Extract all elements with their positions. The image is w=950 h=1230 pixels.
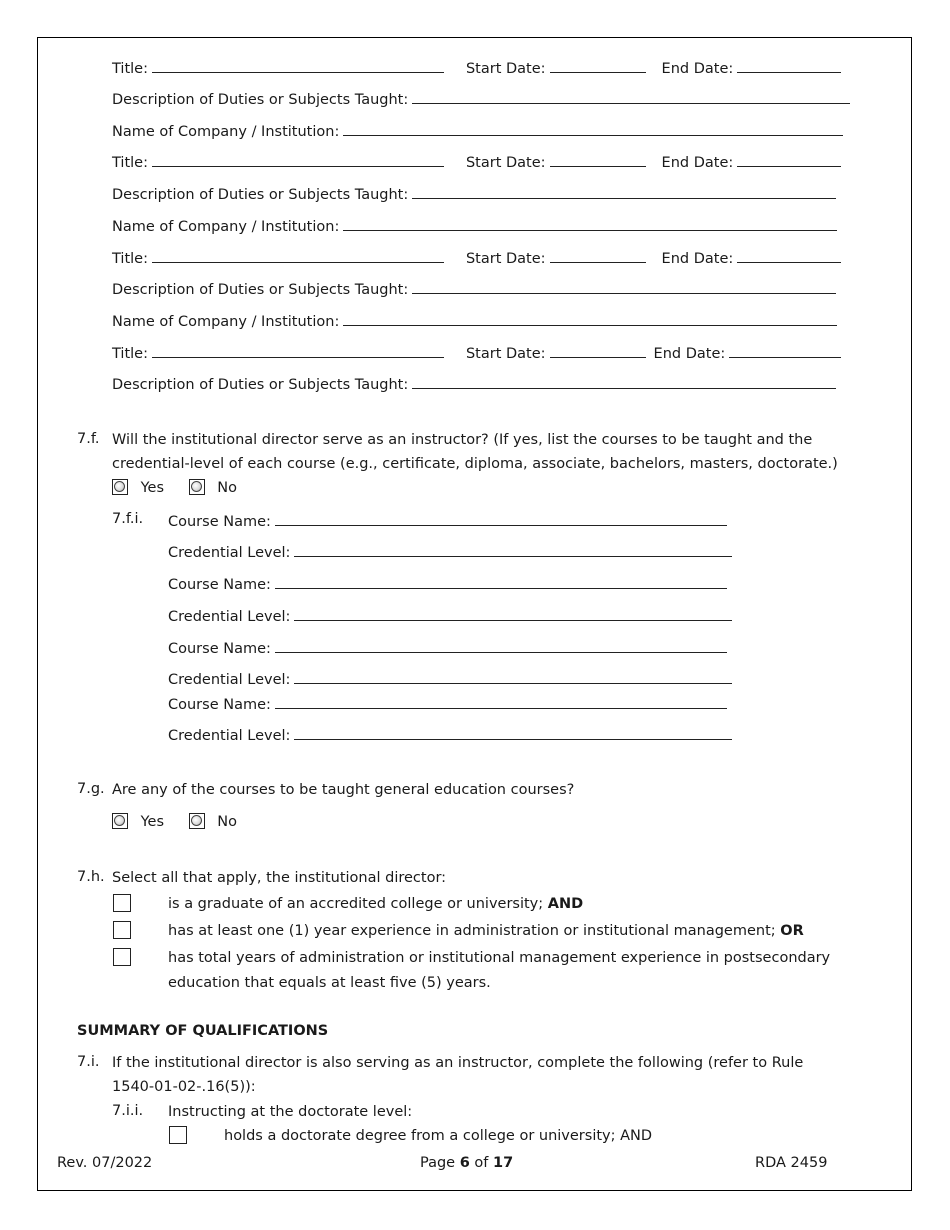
q7ii-opt1-text: holds a doctorate degree from a college or university; AND — [224, 1128, 653, 1144]
title-label: Title: — [112, 251, 148, 267]
employment-row — [112, 374, 836, 394]
q7h-opt1 — [168, 895, 583, 913]
q7g-number: 7.g. — [77, 781, 105, 797]
end-date-field[interactable] — [729, 343, 841, 358]
q7f-no-radio[interactable] — [189, 479, 205, 495]
q7ii-text: Instructing at the doctorate level: — [168, 1104, 413, 1120]
q7h-opt1-text: is a graduate of an accredited college or university; — [168, 896, 544, 912]
q7fi-number: 7.f.i. — [112, 511, 144, 527]
course-name-label: Course Name: — [168, 697, 271, 713]
summary-heading: SUMMARY OF QUALIFICATIONS — [77, 1023, 329, 1039]
title-field[interactable] — [152, 152, 444, 167]
q7h-opt3-checkbox[interactable] — [113, 948, 131, 966]
credential-row — [168, 606, 732, 626]
q7g-yes-label: Yes — [140, 814, 165, 830]
q7h-opt2-conj: OR — [780, 923, 804, 939]
credential-level-field[interactable] — [294, 542, 732, 557]
duties-field[interactable] — [412, 89, 850, 104]
q7i-text-1: If the institutional director is also serving as an instructor, complete the following (refer to Rule — [112, 1055, 804, 1071]
q7g-no-radio[interactable] — [189, 813, 205, 829]
q7g-no-label: No — [217, 814, 237, 830]
employment-row — [112, 279, 836, 299]
q7f-yes-radio[interactable] — [112, 479, 128, 495]
employment-row — [112, 343, 841, 363]
q7g-answer — [112, 813, 237, 831]
q7ii-opt1-checkbox[interactable] — [169, 1126, 187, 1144]
q7f-number: 7.f. — [77, 431, 100, 447]
q7h-opt2 — [168, 922, 804, 940]
course-row — [168, 511, 727, 531]
course-name-label: Course Name: — [168, 514, 271, 530]
employment-row — [112, 152, 841, 172]
credential-level-field[interactable] — [294, 606, 732, 621]
q7f-yes-label: Yes — [140, 480, 165, 496]
course-name-label: Course Name: — [168, 577, 271, 593]
end-date-field[interactable] — [737, 248, 841, 263]
footer-form-id: RDA 2459 — [755, 1155, 828, 1171]
footer-page-total: 17 — [493, 1155, 514, 1171]
q7g-text: Are any of the courses to be taught general education courses? — [112, 782, 575, 798]
company-field[interactable] — [343, 311, 837, 326]
employment-row — [112, 184, 836, 204]
q7ii-number: 7.i.i. — [112, 1103, 144, 1119]
q7f-text-1: Will the institutional director serve as an instructor? (If yes, list the courses to be taught and the — [112, 432, 813, 448]
company-label: Name of Company / Institution: — [112, 219, 340, 235]
q7g-yes-radio[interactable] — [112, 813, 128, 829]
footer-page-of: of — [474, 1155, 489, 1171]
q7i-number: 7.i. — [77, 1054, 100, 1070]
title-field[interactable] — [152, 58, 444, 73]
start-date-label: Start Date: — [465, 155, 546, 171]
employment-row — [112, 121, 843, 141]
course-name-label: Course Name: — [168, 641, 271, 657]
company-field[interactable] — [343, 121, 843, 136]
employment-row — [112, 311, 837, 331]
credential-level-label: Credential Level: — [168, 609, 291, 625]
duties-label: Description of Duties or Subjects Taught: — [112, 282, 409, 298]
q7f-text-2: credential-level of each course (e.g., certificate, diploma, associate, bachelors, masters, doctorate.) — [112, 456, 838, 472]
q7h-opt2-checkbox[interactable] — [113, 921, 131, 939]
footer-page-current: 6 — [459, 1155, 470, 1171]
credential-level-label: Credential Level: — [168, 545, 291, 561]
duties-field[interactable] — [412, 184, 836, 199]
company-label: Name of Company / Institution: — [112, 314, 340, 330]
course-name-field[interactable] — [275, 638, 727, 653]
end-date-label: End Date: — [661, 251, 734, 267]
credential-row — [168, 669, 732, 689]
title-label: Title: — [112, 61, 148, 77]
duties-label: Description of Duties or Subjects Taught: — [112, 377, 409, 393]
employment-row — [112, 248, 841, 268]
footer-page-number — [420, 1154, 513, 1172]
start-date-field[interactable] — [550, 58, 646, 73]
employment-row — [112, 216, 837, 236]
start-date-field[interactable] — [550, 343, 646, 358]
employment-row — [112, 58, 841, 78]
q7h-opt2-text: has at least one (1) year experience in administration or institutional management; — [168, 923, 776, 939]
end-date-label: End Date: — [653, 346, 726, 362]
q7i-text-2: 1540-01-02-.16(5)): — [112, 1079, 256, 1095]
duties-field[interactable] — [412, 279, 836, 294]
q7f-answer — [112, 479, 237, 497]
start-date-field[interactable] — [550, 152, 646, 167]
start-date-label: Start Date: — [465, 346, 546, 362]
footer-page-prefix: Page — [420, 1155, 456, 1171]
title-field[interactable] — [152, 248, 444, 263]
end-date-field[interactable] — [737, 152, 841, 167]
q7h-opt1-checkbox[interactable] — [113, 894, 131, 912]
q7h-number: 7.h. — [77, 869, 105, 885]
start-date-label: Start Date: — [465, 61, 546, 77]
footer-revision: Rev. 07/2022 — [57, 1155, 153, 1171]
title-label: Title: — [112, 346, 148, 362]
duties-label: Description of Duties or Subjects Taught: — [112, 92, 409, 108]
end-date-label: End Date: — [661, 155, 734, 171]
credential-row — [168, 542, 732, 562]
title-label: Title: — [112, 155, 148, 171]
credential-level-field[interactable] — [294, 725, 732, 740]
course-row — [168, 638, 727, 658]
course-row — [168, 694, 727, 714]
title-field[interactable] — [152, 343, 444, 358]
q7h-opt3-text-2: education that equals at least five (5) years. — [168, 975, 491, 991]
employment-row — [112, 89, 850, 109]
credential-row — [168, 725, 732, 745]
course-row — [168, 574, 727, 594]
end-date-label: End Date: — [661, 61, 734, 77]
company-field[interactable] — [343, 216, 837, 231]
duties-field[interactable] — [412, 374, 836, 389]
credential-level-label: Credential Level: — [168, 672, 291, 688]
credential-level-label: Credential Level: — [168, 728, 291, 744]
q7h-opt1-conj: AND — [547, 896, 584, 912]
course-name-field[interactable] — [275, 574, 727, 589]
q7h-text: Select all that apply, the institutional director: — [112, 870, 447, 886]
company-label: Name of Company / Institution: — [112, 124, 340, 140]
course-name-field[interactable] — [275, 694, 727, 709]
start-date-label: Start Date: — [465, 251, 546, 267]
q7h-opt3-text-1: has total years of administration or institutional management experience in postsecondary — [168, 950, 831, 966]
credential-level-field[interactable] — [294, 669, 732, 684]
course-name-field[interactable] — [275, 511, 727, 526]
end-date-field[interactable] — [737, 58, 841, 73]
duties-label: Description of Duties or Subjects Taught: — [112, 187, 409, 203]
q7f-no-label: No — [217, 480, 237, 496]
start-date-field[interactable] — [550, 248, 646, 263]
